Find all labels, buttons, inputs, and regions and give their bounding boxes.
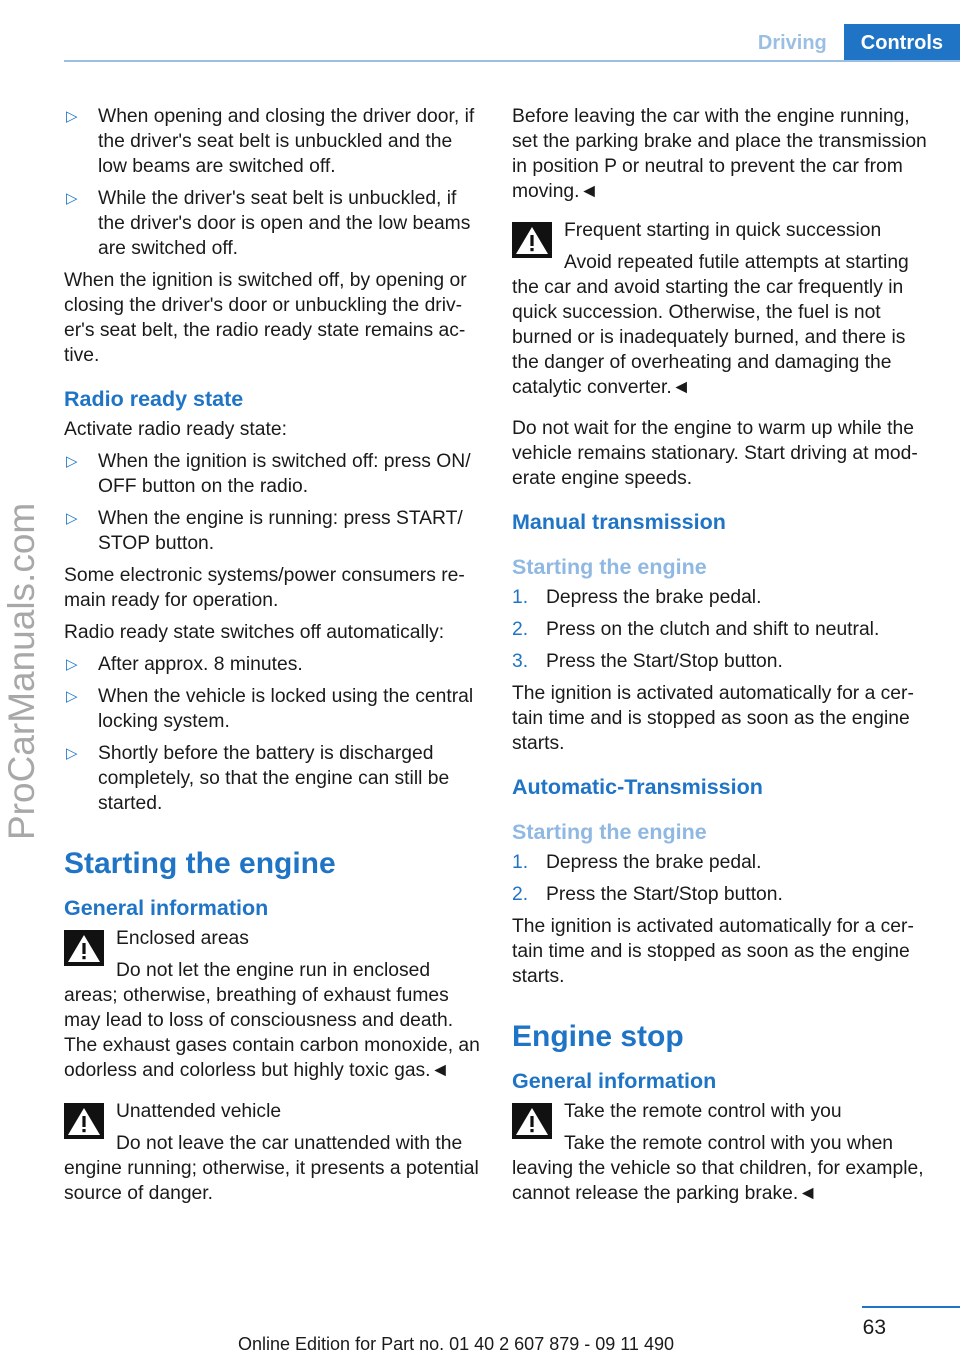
warning-title: Enclosed areas — [116, 928, 249, 949]
triangle-bullet-icon: ▷ — [66, 510, 78, 527]
section-heading-radio-ready: Radio ready state — [64, 387, 244, 411]
list-item: 2. Press on the clutch and shift to neutral. — [512, 619, 880, 640]
warning-body: Do not let the engine run in enclosed areas; otherwise, breathing of exhaust fumes may lead to loss of consciousness and death. The exhaust gases contain carbon monoxide, an odorless and colorless but highly toxic gas.◄ — [64, 960, 480, 1081]
list-item: ▷ While the driver's seat belt is unbuckled, if the driver's door is open and the low beams are switched off. — [66, 188, 471, 259]
subheading-starting-engine-manual: Starting the engine — [512, 555, 707, 579]
footer-edition: Online Edition for Part no. 01 40 2 607 879 - 09 11 490 — [238, 1334, 674, 1354]
header-tabs — [741, 24, 960, 62]
list-item: 2. Press the Start/Stop button. — [512, 884, 783, 905]
warning-icon — [512, 1103, 552, 1139]
paragraph: When the ignition is switched off, by opening or closing the driver's door or unbuckling the driver's seat belt, the radio ready state remains active. — [64, 270, 467, 366]
page-number: 63 — [862, 1316, 886, 1339]
warning-title: Frequent starting in quick succession — [564, 220, 882, 241]
triangle-bullet-icon: ▷ — [66, 190, 78, 207]
paragraph: The ignition is activated automatically for a certain time and is stopped as soon as the engine starts. — [512, 683, 914, 754]
paragraph: Do not wait for the engine to warm up while the vehicle remains stationary. Start driving at moderate engine speeds. — [512, 418, 918, 489]
triangle-bullet-icon: ▷ — [66, 688, 78, 705]
warning-body: Take the remote control with you when leaving the vehicle so that children, for example, cannot release the parking brake.◄ — [512, 1133, 924, 1204]
tab-driving[interactable]: Driving — [741, 24, 844, 62]
list-item: 3. Press the Start/Stop button. — [512, 651, 783, 672]
list-item: 1. Depress the brake pedal. — [512, 587, 762, 608]
list-item: ▷ When the ignition is switched off: press ON/ OFF button on the radio. — [66, 451, 471, 497]
chapter-heading-starting-engine: Starting the engine — [64, 847, 336, 880]
triangle-bullet-icon: ▷ — [66, 656, 78, 673]
paragraph: The ignition is activated automatically for a certain time and is stopped as soon as the engine starts. — [512, 916, 914, 987]
header-rule — [64, 60, 960, 62]
left-column — [64, 104, 482, 1222]
paragraph: Activate radio ready state: — [64, 419, 287, 440]
list-item: ▷ When the vehicle is locked using the central locking system. — [66, 686, 474, 732]
chapter-heading-engine-stop: Engine stop — [512, 1020, 684, 1053]
footer-rule — [862, 1306, 960, 1308]
subheading-starting-engine-automatic: Starting the engine — [512, 820, 707, 844]
list-item: ▷ Shortly before the battery is discharged completely, so that the engine can still be started. — [66, 743, 450, 814]
warning-enclosed-areas — [64, 926, 482, 1083]
warning-body: Avoid repeated futile attempts at starting the car and avoid starting the car frequently in quick succession. Otherwise, the fuel is not burned or is inadequately burned, and there is the danger of overheating and damaging the catalytic converter.◄ — [512, 252, 909, 398]
warning-frequent-starting — [512, 218, 930, 400]
tab-controls[interactable]: Controls — [844, 24, 960, 62]
list-item: 1. Depress the brake pedal. — [512, 852, 762, 873]
triangle-bullet-icon: ▷ — [66, 453, 78, 470]
warning-body: Do not leave the car unattended with the engine running; otherwise, it presents a potential source of danger. — [64, 1133, 479, 1204]
paragraph: Before leaving the car with the engine running, set the parking brake and place the transmission in position P or neutral to prevent the car from moving.◄ — [512, 106, 927, 202]
list-item: ▷ When opening and closing the driver door, if the driver's seat belt is unbuckled and the low beams are switched off. — [66, 106, 475, 177]
paragraph: Radio ready state switches off automatically: — [64, 622, 445, 643]
warning-icon — [512, 222, 552, 258]
triangle-bullet-icon: ▷ — [66, 745, 78, 762]
warning-title: Take the remote control with you — [564, 1101, 842, 1122]
section-heading-general-information: General information — [512, 1069, 717, 1093]
watermark: ProCarManuals.com — [1, 502, 42, 840]
right-column — [512, 104, 930, 1222]
warning-icon — [64, 1103, 104, 1139]
list-item: ▷ After approx. 8 minutes. — [66, 654, 303, 675]
section-heading-manual-transmission: Manual transmission — [512, 510, 726, 534]
list-item: ▷ When the engine is running: press START/ STOP button. — [66, 508, 463, 554]
warning-unattended-vehicle — [64, 1099, 482, 1206]
warning-icon — [64, 930, 104, 966]
warning-remote-control — [512, 1099, 930, 1206]
warning-title: Unattended vehicle — [116, 1101, 282, 1122]
section-heading-general-information: General information — [64, 896, 269, 920]
section-heading-automatic-transmission: Automatic-Transmission — [512, 775, 763, 799]
triangle-bullet-icon: ▷ — [66, 108, 78, 125]
paragraph: Some electronic systems/power consumers remain ready for operation. — [64, 565, 465, 611]
